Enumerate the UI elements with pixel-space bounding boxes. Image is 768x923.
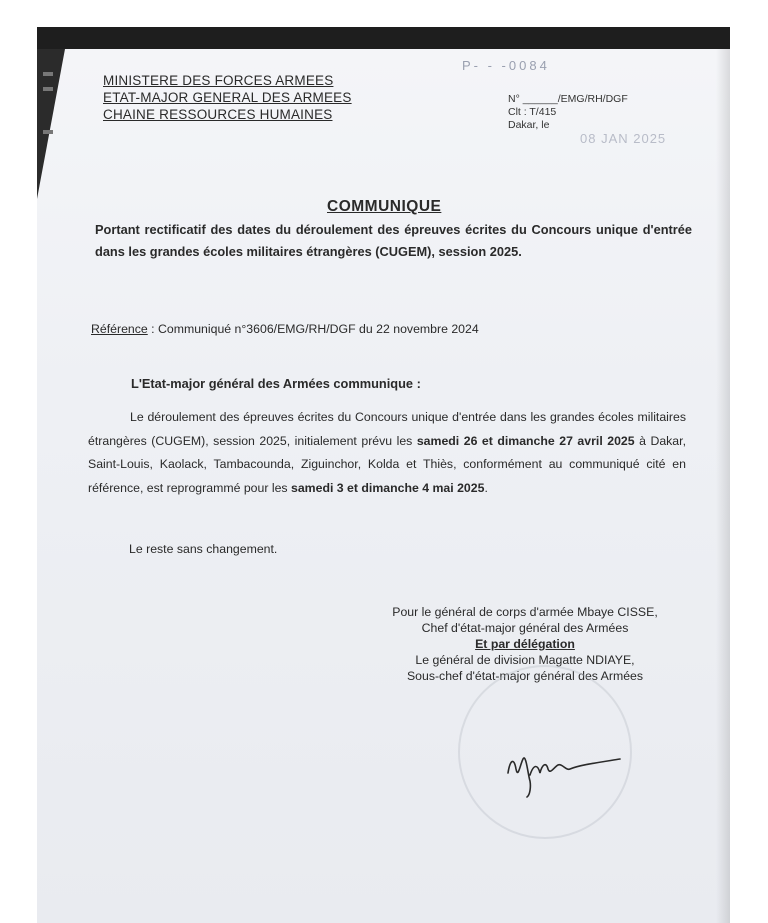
paragraph-part-1: Le déroulement des épreuves écrites du Concours unique d'entrée dans les grandes écoles militaires étrangères (CUGEM), session 2025, initialement prévu les — [88, 410, 686, 448]
corner-mark — [43, 87, 53, 91]
subject-text: Portant rectificatif des dates du déroulement des épreuves écrites du Concours unique d'entrée dans les grandes écoles militaires étrangères (CUGEM), session 2025. — [95, 222, 692, 259]
corner-mark — [43, 130, 53, 134]
handwritten-signature — [500, 735, 640, 805]
reference-line — [91, 322, 691, 336]
paragraph-part-2: à Dakar, Saint-Louis, Kaolack, Tambacounda, Ziguinchor, Kolda et Thiès, conformément au communiqué cité en référence, est reprogrammé pour les — [88, 433, 686, 495]
paragraph-bold-date-1: samedi 26 et dimanche 27 avril 2025 — [416, 433, 635, 448]
header-line-3: CHAINE RESSOURCES HUMAINES — [103, 107, 333, 122]
closing-text: Le reste sans changement. — [129, 542, 278, 556]
header-line-2: ETAT-MAJOR GENERAL DES ARMEES — [103, 90, 352, 105]
page-title: COMMUNIQUE — [327, 198, 442, 215]
ref-numero: N° ______/EMG/RH/DGF — [508, 93, 628, 105]
paragraph-bold-date-2: samedi 3 et dimanche 4 mai 2025 — [291, 480, 485, 495]
corner-mark — [43, 72, 53, 76]
stamp-number: P- - -0084 — [462, 58, 550, 73]
reference-text: : Communiqué n°3606/EMG/RH/DGF du 22 novembre 2024 — [147, 322, 479, 336]
reference-block — [508, 93, 628, 132]
signature-line-4: Le général de division Magatte NDIAYE, — [415, 653, 635, 667]
ref-dakar: Dakar, le — [508, 119, 550, 131]
signature-line-2: Chef d'état-major général des Armées — [421, 621, 629, 635]
signature-delegation: Et par délégation — [475, 637, 575, 651]
paper-edge-shadow — [716, 49, 730, 923]
signature-line-1: Pour le général de corps d'armée Mbaye CISSE, — [392, 605, 658, 619]
header-line-1: MINISTERE DES FORCES ARMEES — [103, 73, 334, 88]
ministry-header — [103, 72, 352, 123]
reference-label: Référence — [91, 322, 148, 336]
main-paragraph — [88, 406, 686, 500]
ref-cr: Clt : T/415 — [508, 106, 557, 118]
paragraph-part-3: . — [484, 480, 488, 495]
date-stamp: 08 JAN 2025 — [580, 131, 667, 146]
intro-text: L'Etat-major général des Armées communique : — [131, 376, 421, 391]
signature-line-5: Sous-chef d'état-major général des Armées — [406, 669, 644, 683]
